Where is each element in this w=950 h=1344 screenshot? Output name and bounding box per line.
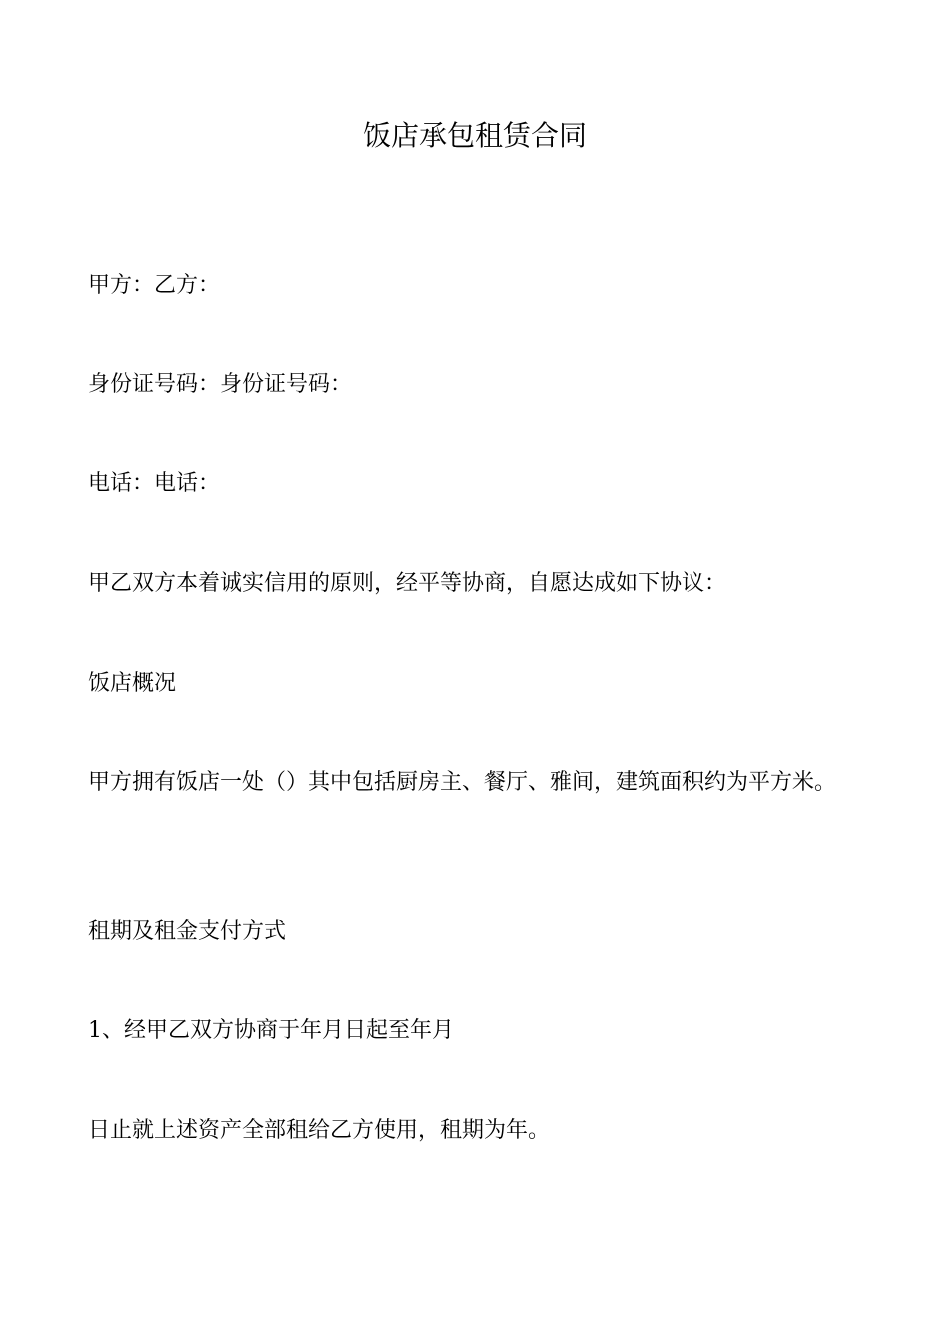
party-names-line: 甲方：乙方： bbox=[88, 273, 221, 298]
id-number-line: 身份证号码：身份证号码： bbox=[88, 372, 353, 397]
phone-line: 电话：电话： bbox=[88, 471, 221, 496]
document-title: 饭店承包租赁合同 bbox=[362, 119, 587, 152]
agreement-intro: 甲乙双方本着诚实信用的原则，经平等协商，自愿达成如下协议： bbox=[88, 571, 727, 596]
section-heading-overview: 饭店概况 bbox=[88, 671, 177, 696]
clause-1-line: 1、经甲乙双方协商于年月日起至年月 bbox=[88, 1018, 454, 1043]
section-heading-lease-term: 租期及租金支付方式 bbox=[88, 919, 287, 944]
clause-1-continuation: 日止就上述资产全部租给乙方使用，租期为年。 bbox=[88, 1118, 551, 1143]
overview-paragraph: 甲方拥有饭店一处（）其中包括厨房主、餐厅、雅间，建筑面积约为平方米。 bbox=[88, 770, 837, 795]
